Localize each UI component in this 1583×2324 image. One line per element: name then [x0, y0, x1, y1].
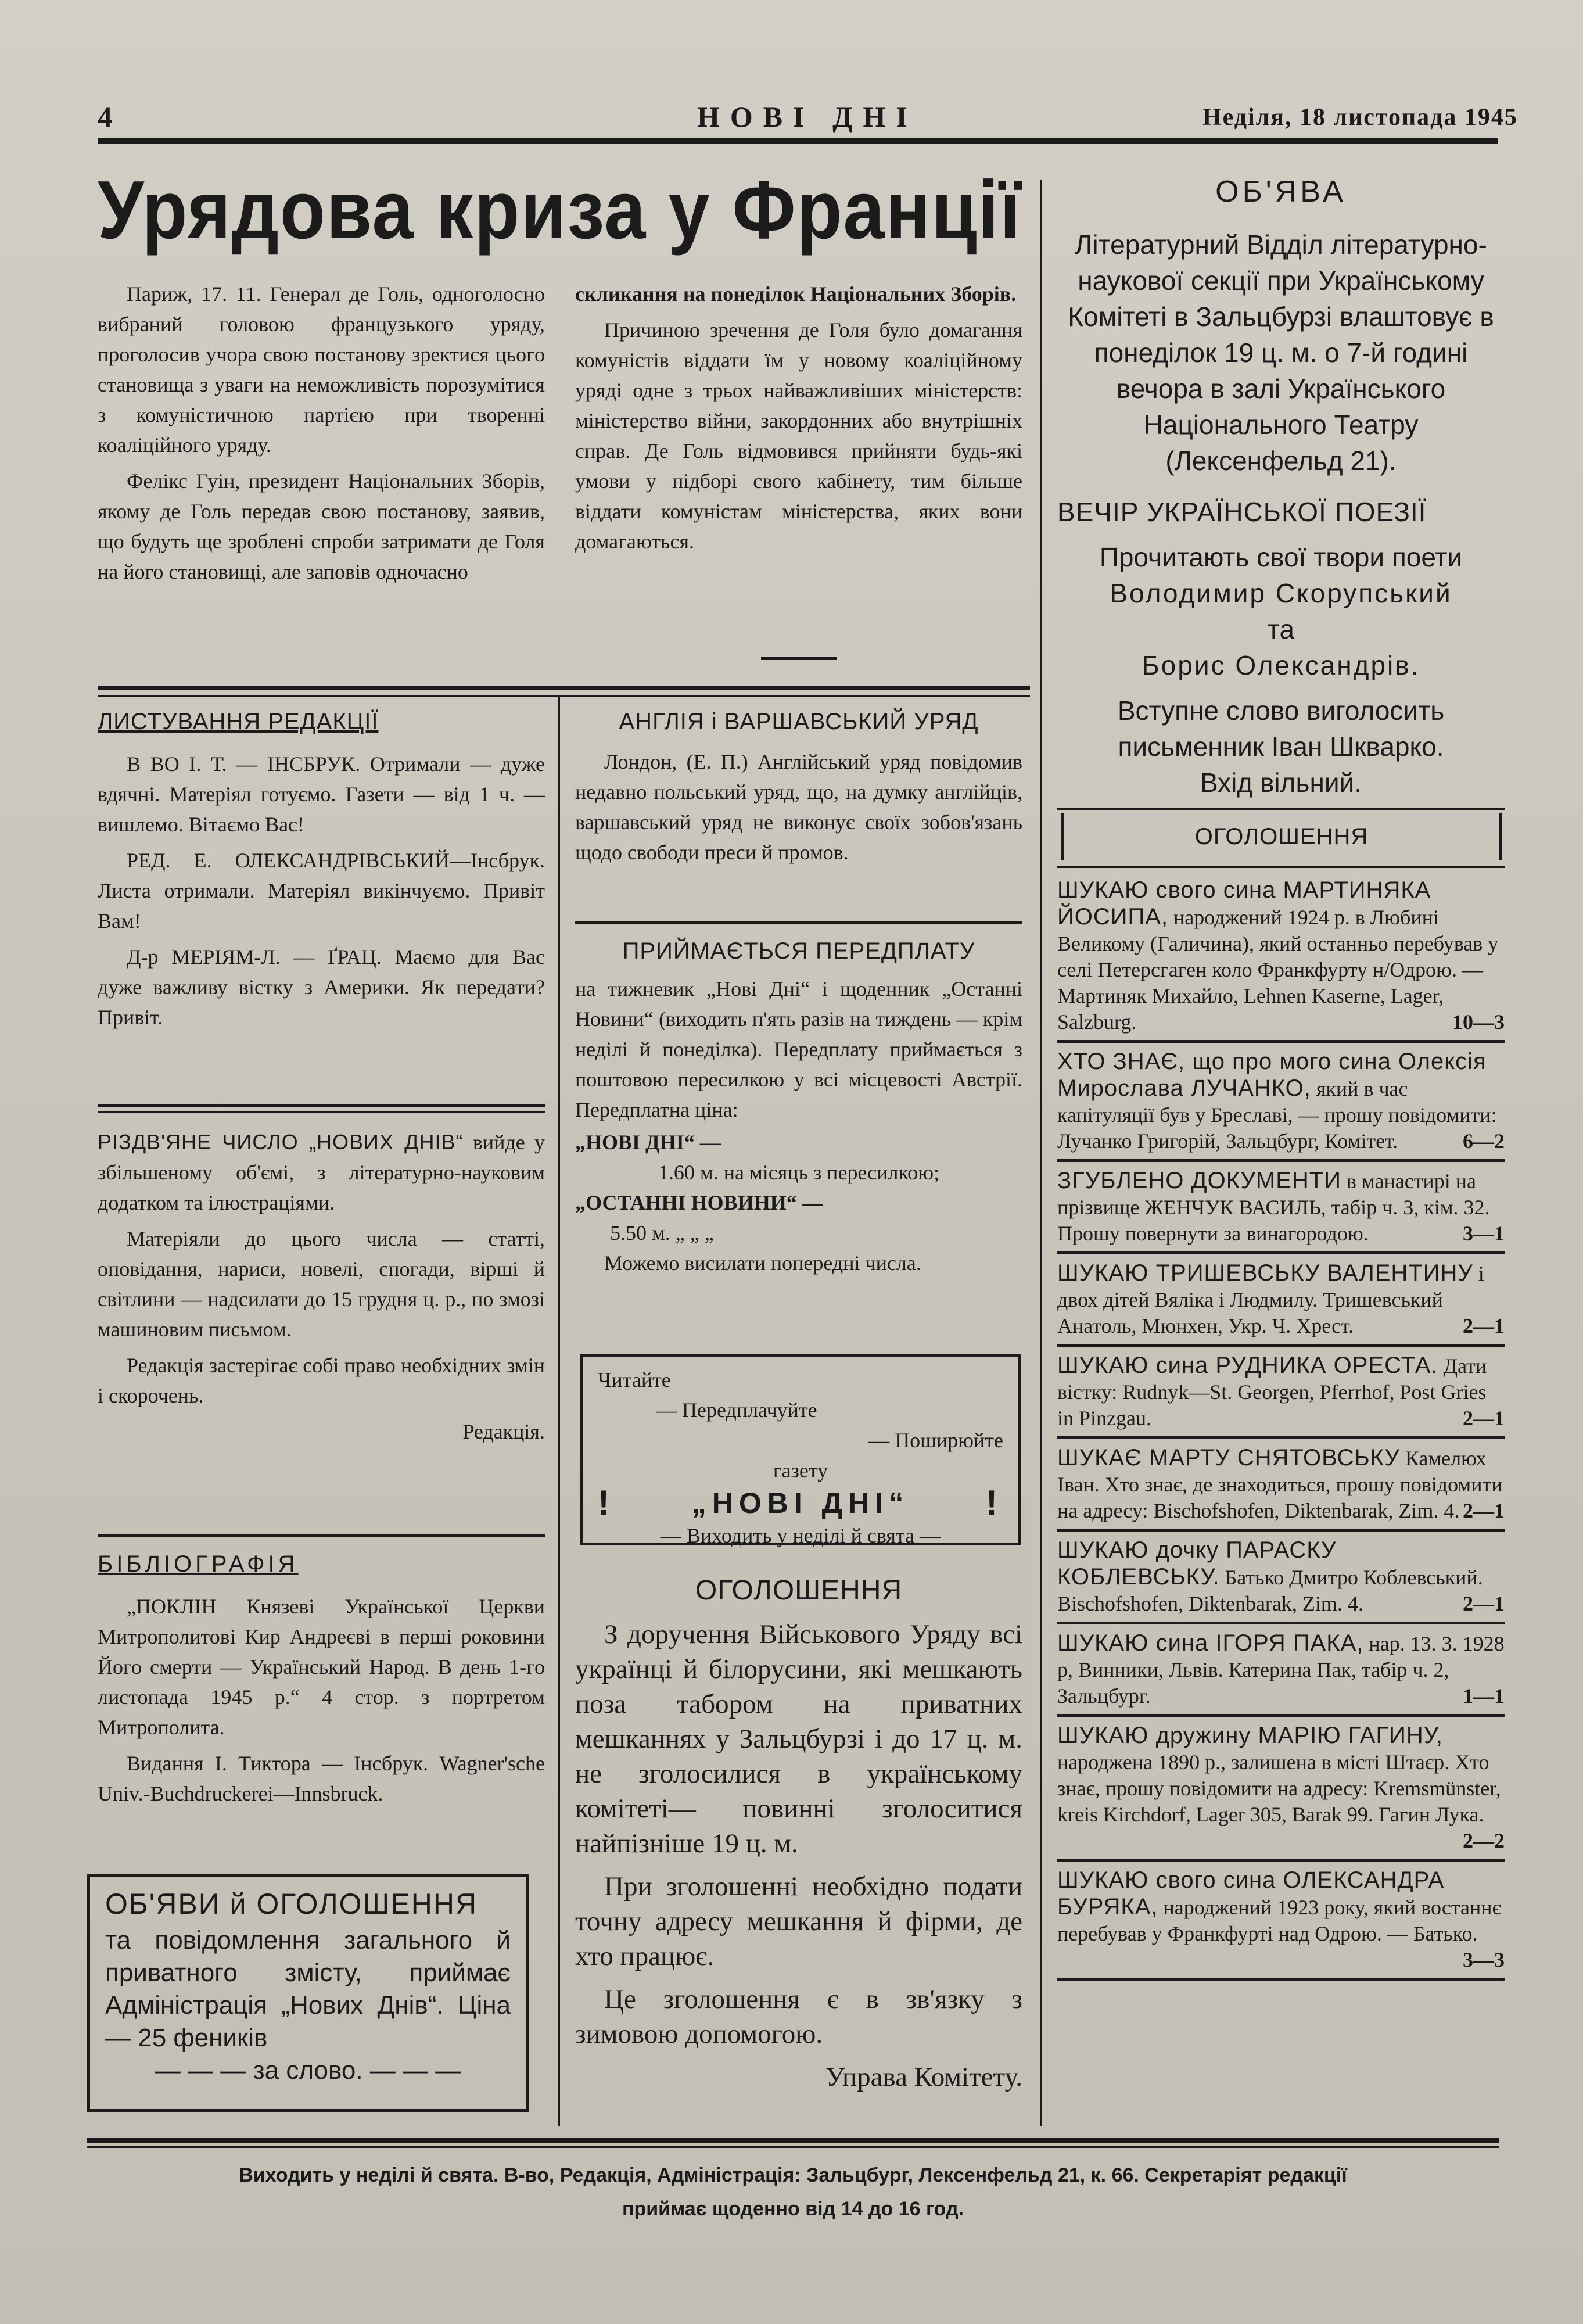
classified-body: і двох дітей Вяліка і Людмилу. Тришевський Анатоль, Мюнхен, Укр. Ч. Хрест.: [1057, 1262, 1484, 1337]
england-warsaw-text: Лондон, (Е. П.) Англійський уряд повідомив недавно польський уряд, що, на думку англійців, варшавський уряд не виконує своїх зобов'язань щодо свободи преси й промов.: [575, 750, 1022, 864]
announcement-readers: Прочитають свої твори поети: [1099, 542, 1463, 572]
read-box-exclaim-right: !: [986, 1483, 1003, 1522]
lead-article-p1: Париж, 17. 11. Генерал де Голь, одноголосно вибраний головою французького уряду, проголосив учора свою постанову зректися цього становища з уваги на неможливість порозумітися з комуністичною партією при творенні коаліційного уряду.: [98, 282, 545, 457]
classified-code: 3—3: [1463, 1948, 1505, 1971]
classified-item: [1057, 1168, 1505, 1254]
classified-body: Батько Дмитро Коблевський. Bischofshofen, Diktenbarak, Zim. 4.: [1057, 1566, 1483, 1615]
classified-code: 6—2: [1463, 1129, 1505, 1153]
rule-bibliography: [98, 1534, 545, 1537]
read-box-schedule: — Виходить у неділі й свята —: [660, 1524, 941, 1547]
masthead-rule: [98, 138, 1498, 144]
correspondence: [98, 709, 545, 1038]
correspondence-item-3: Д-р МЕРІЯМ-Л. — ҐРАЦ. Маємо для Вас дуже важливу вістку з Америки. Як передати? Привіт.: [98, 945, 545, 1029]
classifieds-rule-bottom: [1057, 866, 1505, 868]
correspondence-item-2: РЕД. Е. ОЛЕКСАНДРІВСЬКИЙ—Інсбрук. Листа отримали. Матеріял викінчуємо. Привіт Вам!: [98, 849, 545, 933]
issue-date: Неділя, 18 листопада 1945: [1202, 104, 1518, 131]
classified-head: ШУКАЮ ТРИШЕВСЬКУ ВАЛЕНТИНУ: [1057, 1260, 1473, 1286]
england-warsaw-title: АНГЛІЯ і ВАРШАВСЬКИЙ УРЯД: [619, 709, 979, 734]
england-warsaw: [575, 709, 1022, 867]
column-rule-2: [1040, 180, 1042, 2126]
classified-head: ШУКАЮ свого сина МАРТИНЯКА ЙОСИПА,: [1057, 877, 1431, 930]
classified-head: ЗГУБЛЕНО ДОКУМЕНТИ: [1057, 1168, 1341, 1193]
read-box-title: „НОВІ ДНІ“: [691, 1487, 910, 1519]
correspondence-item-1: В ВО І. Т. — ІНСБРУК. Отримали — дуже вдячні. Матеріял готуємо. Газети — від 1 ч. — вишлемо. Вітаємо Вас!: [98, 752, 545, 836]
notice-text3: Це зголошення є в зв'язку з зимовою допомогою.: [575, 1984, 1022, 2049]
announcement-event: ВЕЧІР УКРАЇНСЬКОЇ ПОЕЗІЇ: [1057, 497, 1427, 527]
announcement-text: Літературний Відділ літературно-наукової секції при Українському Комітеті в Зальцбурзі влаштовує в понеділок 19 ц. м. о 7-й годині вечора в залі Українського Національного Театру (Лексенфельд 21).: [1068, 229, 1494, 476]
notice-signature: Управа Комітету.: [825, 2062, 1022, 2092]
classified-code: 10—3: [1452, 1010, 1505, 1034]
christmas-text2: Матеріяли до цього числа — статті, оповідання, нариси, новелі, спогади, вірші й світлини — надсилати до 15 грудня ц. р., по змозі машиновим письмом.: [98, 1227, 545, 1341]
classified-head: ШУКАЮ дружину МАРІЮ ГАГИНУ,: [1057, 1723, 1443, 1748]
subscription-price1: 1.60 м. на місяць з пересилкою;: [658, 1161, 940, 1184]
footer-line1: Виходить у неділі й свята. В-во, Редакція, Адміністрація: Зальцбург, Лексенфельд 21, к. 66. Секретаріят редакції: [239, 2164, 1347, 2186]
lead-article-col2: [575, 279, 1022, 562]
subscription-text: на тижневик „Нові Дні“ і щоденник „Останні Новини“ (виходить п'ять разів на тиждень — крім неділі й понеділка). Передплату приймається з поштовою пересилкою у всі місцевості Австрії. Передплатна ціна:: [575, 977, 1022, 1121]
bibliography-title: БІБЛІОГРАФІЯ: [98, 1551, 299, 1577]
classified-code: 2—1: [1463, 1314, 1505, 1337]
classified-head: ШУКАЮ сина ІГОРЯ ПАКА,: [1057, 1630, 1364, 1656]
subscription: [575, 938, 1022, 1278]
classified-item: [1057, 877, 1505, 1043]
classified-head: ШУКАЮ свого сина ОЛЕКСАНДРА БУРЯКА,: [1057, 1867, 1445, 1920]
classified-item: [1057, 1537, 1505, 1624]
classified-item: [1057, 1867, 1505, 1981]
correspondence-title: ЛИСТУВАННЯ РЕДАКЦІЇ: [98, 709, 379, 734]
lead-article-p2: Фелікс Гуін, президент Національних Зборів, якому де Голь передав свою постанову, заявив, що будуть ще зроблені спроби затримати де Голя на його становищі, але заповів одночасно: [98, 469, 545, 583]
classified-item: [1057, 1049, 1505, 1162]
subscription-paper1: „НОВІ ДНІ“ —: [575, 1131, 721, 1154]
footer-rule: [87, 2138, 1499, 2143]
notice: [575, 1575, 1022, 2095]
classified-body: народжений 1923 року, який востаннє перебував у Франкфурті над Одрою. — Батько.: [1057, 1896, 1501, 1945]
classifieds-rule-top: [1057, 808, 1505, 810]
rule-christmas: [98, 1104, 545, 1107]
article-end-rule: [761, 657, 837, 660]
classified-body: народжена 1890 р., залишена в місті Штаєр. Хто знає, прошу повідомити на адресу: Kremsmünster, kreis Kirchdorf, Lager 305, Barak 99. Гагин Лука.: [1057, 1751, 1501, 1826]
classifieds-list: [1057, 877, 1505, 1986]
read-box-read: Читайте: [598, 1368, 671, 1391]
lead-article-p3: скликання на понеділок Національних Зборів.: [575, 282, 1017, 306]
classified-item: [1057, 1630, 1505, 1717]
classified-item: [1057, 1260, 1505, 1347]
classified-item: [1057, 1445, 1505, 1532]
bibliography-text2: Видання І. Тиктора — Інсбрук. Wagner'sche Univ.-Buchdruckerei—Innsbruck.: [98, 1752, 545, 1805]
classified-code: 2—2: [1463, 1829, 1505, 1852]
classified-body: який в час капітуляції був у Бреславі, — прошу повідомити: Лучанко Григорій, Зальцбург, Комітет.: [1057, 1077, 1497, 1153]
christmas-text1: вийде у збільшеному об'ємі, з літературно-науковим додатком та ілюстраціями.: [98, 1131, 545, 1214]
lead-article-p4: Причиною зречення де Голя було домагання комуністів віддати їм у новому коаліційному уряді одне з трьох найважливіших міністерств: міністерство війни, закордонних або внутрішніх справ. Де Голь відмовився прийняти будь-які умови у підборі свого кабінету, тим більше віддати комуністам міністерства, яких вони домагаються.: [575, 318, 1022, 553]
announcement-and: та: [1267, 614, 1295, 644]
announcement-poet2: Борис Олександрів.: [1142, 650, 1420, 680]
classified-item: [1057, 1353, 1505, 1439]
footer-line2: приймає щоденно від 14 до 16 год.: [622, 2198, 964, 2220]
announcement: [1057, 174, 1505, 801]
notice-text1: З доручення Військового Уряду всі українці й білорусини, які мешкають поза табором на приватних мешканнях у Зальцбурзі і до 17 ц. м. не зголосилися в українському комітеті— повинні зголоситися найпізніше 19 ц. м.: [575, 1619, 1022, 1859]
page-number: 4: [98, 101, 113, 133]
bibliography-text1: „ПОКЛІН Князеві Української Церкви Митрополитові Кир Андреєві в перші роковини Його смерти — Український Народ. В день 1-го листопада 1945 р.“ 4 стор. з портретом Митрополита.: [98, 1595, 545, 1739]
classified-code: 1—1: [1463, 1684, 1505, 1708]
read-box-subscribe: — Передплачуйте: [656, 1398, 817, 1422]
subscription-title: ПРИЙМАЄТЬСЯ ПЕРЕДПЛАТУ: [622, 938, 975, 964]
classified-body: Дати вістку: Rudnyk—St. Georgen, Pferrhof, Post Gries in Pinzgau.: [1057, 1354, 1487, 1430]
classified-body: Камелюх Іван. Хто знає, де знаходиться, прошу повідомити на адресу: Bischofshofen, Diktenbarak, Zim. 4.: [1057, 1447, 1503, 1522]
christmas-text3: Редакція застерігає собі право необхідних змін і скорочень.: [98, 1354, 545, 1407]
ads-box-title: ОБ'ЯВИ й ОГОЛОШЕННЯ: [105, 1888, 478, 1920]
classified-body: в манастирі на прізвище ЖЕНЧУК ВАСИЛЬ, табір ч. 3, кім. 32. Прошу повернути за винагородою.: [1057, 1170, 1490, 1245]
notice-title: ОГОЛОШЕННЯ: [695, 1575, 903, 1606]
subscription-price2: 5.50 м. „ „ „: [610, 1221, 714, 1245]
section-rule-left: [98, 686, 1030, 690]
announcement-entry: Вхід вільний.: [1200, 768, 1362, 798]
classified-code: 2—1: [1463, 1407, 1505, 1430]
classified-code: 3—1: [1463, 1222, 1505, 1245]
section-rule-left-thin: [98, 695, 1030, 697]
christmas-lead: РІЗДВ'ЯНЕ ЧИСЛО „НОВИХ ДНІВ“: [98, 1130, 464, 1154]
column-rule-1: [558, 697, 560, 2126]
classified-code: 2—1: [1463, 1499, 1505, 1522]
read-box-exclaim-left: !: [598, 1483, 615, 1522]
ads-box: [87, 1874, 529, 2112]
notice-text2: При зголошенні необхідно подати точну адресу мешкання й фірми, де хто працює.: [575, 1871, 1022, 1971]
classified-head: ШУКАЄ МАРТУ СНЯТОВСЬКУ: [1057, 1445, 1400, 1471]
announcement-intro-speech: Вступне слово виголосить письменник Іван Шкварко.: [1117, 695, 1445, 762]
announcement-title: ОБ'ЯВА: [1215, 175, 1347, 209]
ads-box-last: — — — за слово. — — —: [155, 2056, 461, 2085]
ads-box-text: та повідомлення загального й приватного змісту, приймає Адміністрація „Нових Днів“. Ціна — 25 феників: [105, 1926, 511, 2052]
classified-code: 2—1: [1463, 1592, 1505, 1615]
classified-head: ШУКАЮ сина РУДНИКА ОРЕСТА.: [1057, 1353, 1438, 1378]
classified-body: нар. 13. 3. 1928 р, Винники, Львів. Катерина Пак, табір ч. 2, Зальцбург.: [1057, 1632, 1505, 1708]
read-box-newspaper: газету: [773, 1459, 828, 1482]
announcement-poet1: Володимир Скорупський: [1110, 578, 1452, 608]
lead-article-col1: [98, 279, 545, 593]
rule-subscription: [575, 921, 1022, 924]
classifieds-title: ОГОЛОШЕННЯ: [1194, 824, 1369, 849]
rule-christmas-thin: [98, 1111, 545, 1113]
subscription-note: Можемо висилати попередні числа.: [604, 1251, 921, 1275]
classified-head: ШУКАЮ дочку ПАРАСКУ КОБЛЕВСЬКУ.: [1057, 1537, 1337, 1590]
classified-body: народжений 1924 р. в Любині Великому (Галичина), який останньо перебував у селі Петерсгаген коло Франкфурту н/Одрою. — Мартиняк Михайло, Lehnen Kaserne, Lager, Salzburg.: [1057, 906, 1499, 1034]
footer-rule-thin: [87, 2146, 1499, 2148]
christmas-signature: Редакція.: [462, 1420, 545, 1443]
christmas-issue: [98, 1127, 545, 1452]
classified-item: [1057, 1723, 1505, 1862]
subscription-paper2: „ОСТАННІ НОВИНИ“ —: [575, 1191, 823, 1214]
paper-title: НОВІ ДНІ: [697, 101, 918, 133]
footer: [87, 2158, 1499, 2226]
read-box-spread: — Поширюйте: [868, 1429, 1003, 1452]
classified-head: ХТО ЗНАЄ, що про мого сина Олексія Мирослава ЛУЧАНКО,: [1057, 1049, 1487, 1101]
read-box: [580, 1354, 1021, 1545]
bibliography: [98, 1551, 545, 1814]
classifieds-header-box: [1061, 813, 1502, 860]
headline: Урядова криза у Франції: [98, 164, 1022, 256]
